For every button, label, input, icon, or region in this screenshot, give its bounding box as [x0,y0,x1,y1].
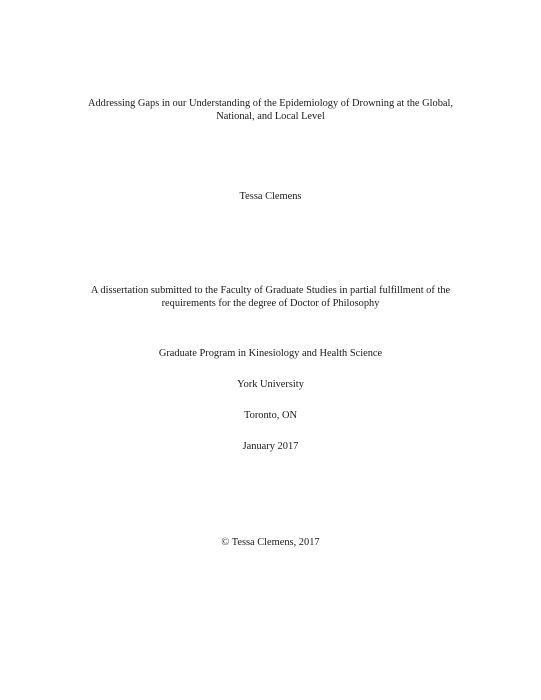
location: Toronto, ON [244,410,297,421]
dissertation-title-line-1: Addressing Gaps in our Understanding of the Epidemiology of Drowning at the Global, [87,98,454,109]
author-name: Tessa Clemens [239,191,302,202]
submission-statement-line-1: A dissertation submitted to the Faculty of Graduate Studies in partial fulfillment of the [90,285,451,296]
dissertation-title-line-2: National, and Local Level [216,111,325,122]
copyright-notice: © Tessa Clemens, 2017 [221,537,320,548]
university-name: York University [237,379,304,390]
submission-statement-line-2: requirements for the degree of Doctor of Philosophy [161,298,380,309]
graduate-program: Graduate Program in Kinesiology and Health Science [158,348,383,359]
submission-date: January 2017 [242,441,299,452]
